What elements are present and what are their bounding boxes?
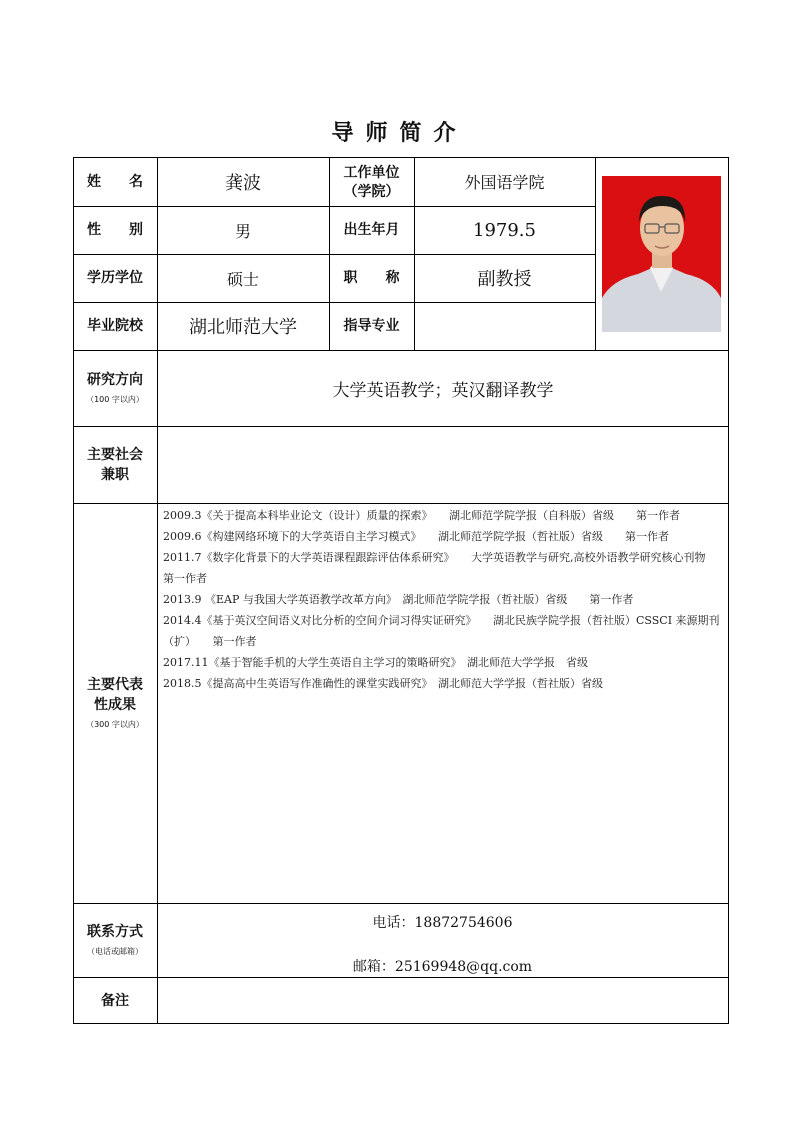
- research-label: 研究方向 （100 字以内）: [86, 372, 144, 404]
- achievements-list: [163, 505, 728, 694]
- graduated-value: 湖北师范大学: [189, 317, 297, 338]
- email-value: 邮箱：25169948@qq.com: [352, 959, 533, 975]
- name-label: 姓 名: [87, 173, 143, 190]
- work-unit-label: 工作单位 （学院）: [343, 164, 400, 200]
- social-value: [157, 426, 729, 503]
- achievements-label: 主要代表 性成果 （300 字以内）: [86, 677, 144, 729]
- graduated-label: 毕业院校: [87, 318, 143, 334]
- research-value: 大学英语教学；英汉翻译教学: [332, 380, 554, 401]
- list-item: 2017.11《基于智能手机的大学生英语自主学习的策略研究》 湖北师范大学学报 省级: [163, 656, 588, 669]
- gender-value: 男: [234, 221, 251, 241]
- work-unit-value: 外国语学院: [464, 173, 545, 192]
- degree-label: 学历学位: [87, 270, 143, 286]
- list-item: 2009.6《构建网络环境下的大学英语自主学习模式》 湖北师范学院学报（哲社版）省级 第一作者: [163, 530, 669, 543]
- list-item: 2013.9 《EAP 与我国大学英语教学改革方向》 湖北师范学院学报（哲社版）省级 第一作者: [163, 593, 634, 606]
- major-label: 指导专业: [343, 318, 400, 334]
- phone-value: 电话：18872754606: [372, 915, 513, 931]
- divider: [73, 903, 729, 904]
- name-value: 龚波: [225, 172, 261, 194]
- major-value: [414, 302, 595, 350]
- remarks-label: 备注: [101, 992, 129, 1009]
- degree-value: 硕士: [226, 269, 259, 289]
- remarks-value: [157, 977, 729, 1024]
- birth-value: 1979.5: [473, 219, 536, 241]
- list-item: 2009.3《关于提高本科毕业论文（设计）质量的探索》 湖北师范学院学报（自科版）省级 第一作者: [163, 509, 680, 522]
- page-title: 导师简介: [331, 121, 468, 146]
- list-item: 2018.5《提高高中生英语写作准确性的课堂实践研究》 湖北师范大学学报（哲社版）省级: [163, 677, 603, 690]
- portrait-photo: [602, 176, 721, 332]
- gender-label: 性 别: [87, 222, 143, 238]
- list-item: 2014.4《基于英汉空间语义对比分析的空间介词习得实证研究》 湖北民族学院学报（哲社版）CSSCI 来源期刊（扩） 第一作者: [163, 614, 720, 648]
- birth-label: 出生年月: [343, 222, 400, 238]
- title-value: 副教授: [477, 269, 532, 290]
- divider: [73, 503, 729, 504]
- list-item: 2011.7《数字化背景下的大学英语课程跟踪评估体系研究》 大学英语教学与研究,高校外语教学研究核心刊物 第一作者: [163, 551, 728, 585]
- divider: [595, 157, 596, 350]
- title-label: 职 称: [343, 270, 400, 286]
- social-label: 主要社会 兼职: [87, 446, 143, 483]
- contact-label: 联系方式 （电话或邮箱）: [87, 924, 143, 956]
